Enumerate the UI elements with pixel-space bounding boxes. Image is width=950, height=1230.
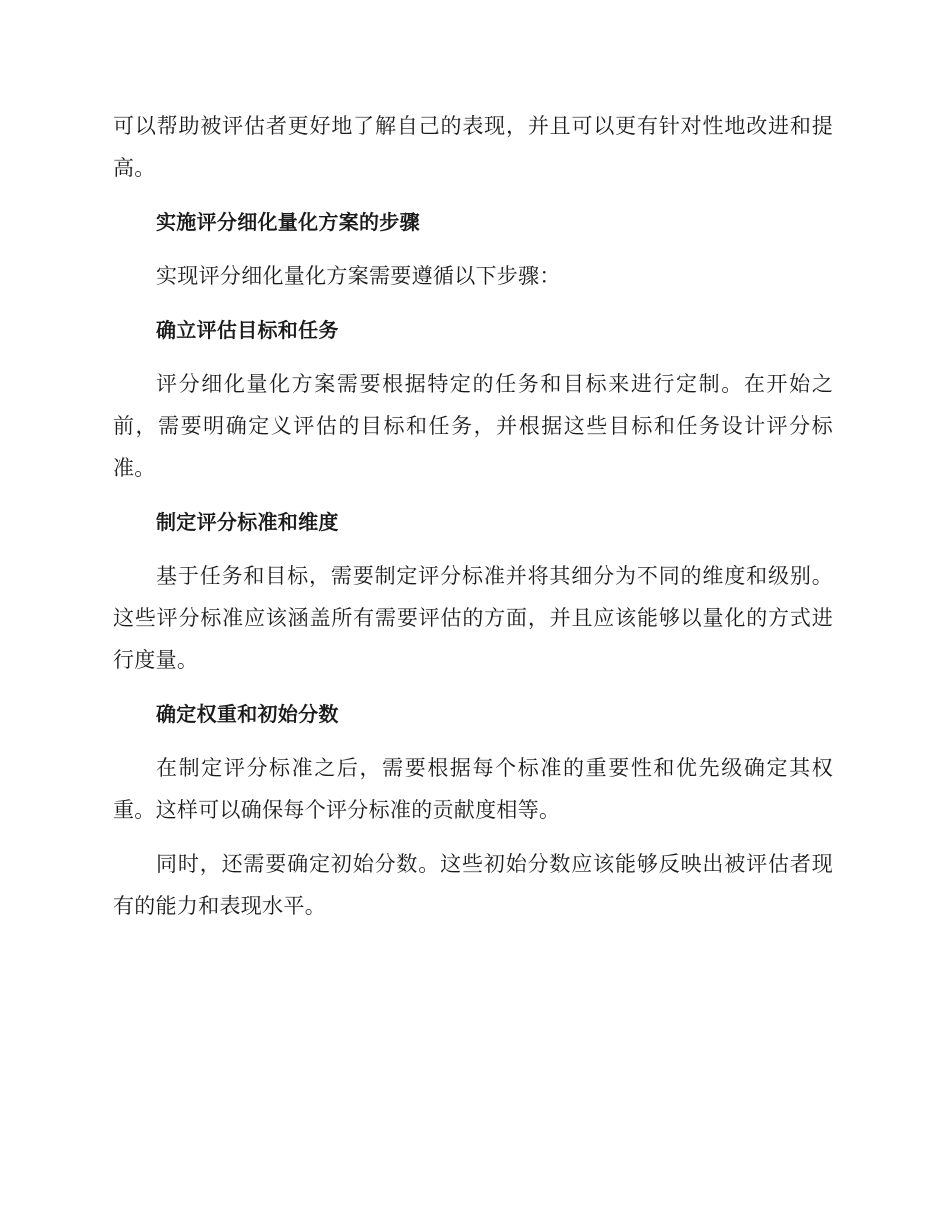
section-heading-steps: 实施评分细化量化方案的步骤 [156,210,420,234]
paragraph-criteria: 基于任务和目标，需要制定评分标准并将其细分为不同的维度和级别。这些评分标准应该涵盖所有需要评估的方面，并且应该能够以量化的方式进行度量。 [113,564,833,672]
paragraph-weights: 在制定评分标准之后，需要根据每个标准的重要性和优先级确定其权重。这样可以确保每个评分标准的贡献度相等。 [113,756,833,822]
section-heading-goals: 确立评估目标和任务 [156,318,339,342]
paragraph-continuation: 可以帮助被评估者更好地了解自己的表现，并且可以更有针对性地改进和提高。 [113,114,833,180]
section-heading-criteria: 制定评分标准和维度 [156,510,339,534]
paragraph-goals: 评分细化量化方案需要根据特定的任务和目标来进行定制。在开始之前，需要明确定义评估的目标和任务，并根据这些目标和任务设计评分标准。 [113,372,833,480]
section-heading-weights: 确定权重和初始分数 [156,702,339,726]
paragraph-initial-scores: 同时，还需要确定初始分数。这些初始分数应该能够反映出被评估者现有的能力和表现水平。 [113,852,833,918]
document-page [113,105,833,939]
paragraph-steps-intro: 实现评分细化量化方案需要遵循以下步骤： [156,264,561,288]
